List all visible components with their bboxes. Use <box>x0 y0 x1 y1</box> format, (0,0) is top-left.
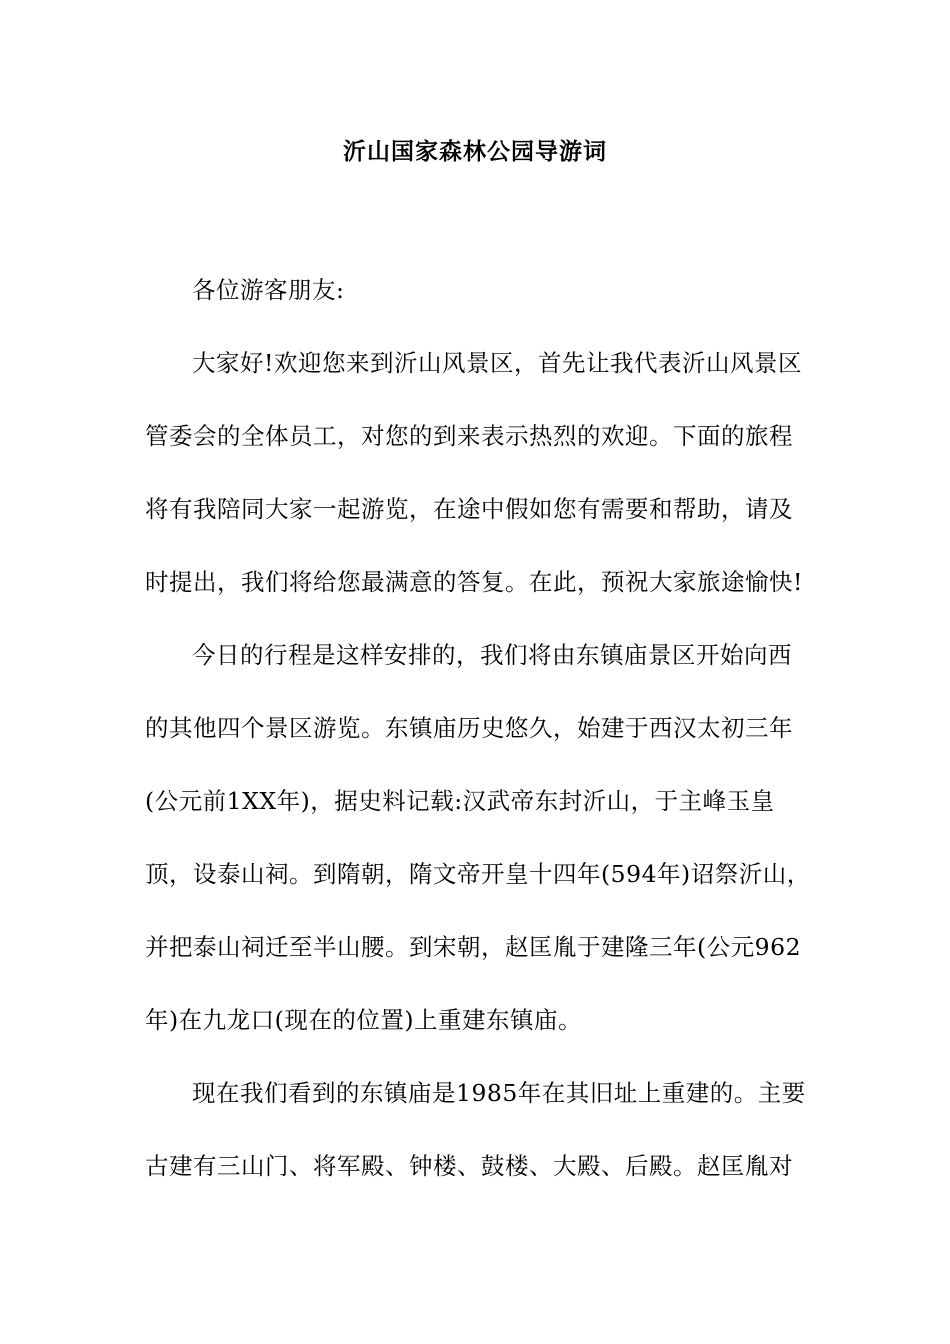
text-line: 将有我陪同大家一起游览，在途中假如您有需要和帮助，请及 <box>145 495 793 523</box>
text-line: 年)在九龙口(现在的位置)上重建东镇庙。 <box>145 1006 583 1034</box>
text-line: 的其他四个景区游览。东镇庙历史悠久，始建于西汉太初三年 <box>145 714 793 742</box>
text-line: 时提出，我们将给您最满意的答复。在此，预祝大家旅途愉快! <box>145 568 803 596</box>
text-line: (公元前1XX年)，据史料记载:汉武帝东封沂山，于主峰玉皇 <box>145 787 775 815</box>
document-title: 沂山国家森林公园导游词 <box>343 138 607 165</box>
text-line: 并把泰山祠迁至半山腰。到宋朝，赵匡胤于建隆三年(公元962 <box>145 933 802 961</box>
text-line: 今日的行程是这样安排的，我们将由东镇庙景区开始向西 <box>192 641 792 669</box>
text-line: 现在我们看到的东镇庙是1985年在其旧址上重建的。主要 <box>192 1079 806 1107</box>
text-line: 顶，设泰山祠。到隋朝，隋文帝开皇十四年(594年)诏祭沂山， <box>145 860 811 888</box>
document-body <box>145 254 825 1203</box>
text-line: 各位游客朋友: <box>192 276 345 304</box>
text-line: 大家好!欢迎您来到沂山风景区，首先让我代表沂山风景区 <box>192 349 802 377</box>
text-line: 管委会的全体员工，对您的到来表示热烈的欢迎。下面的旅程 <box>145 422 793 450</box>
text-line: 古建有三山门、将军殿、钟楼、鼓楼、大殿、后殿。赵匡胤对 <box>145 1152 793 1180</box>
